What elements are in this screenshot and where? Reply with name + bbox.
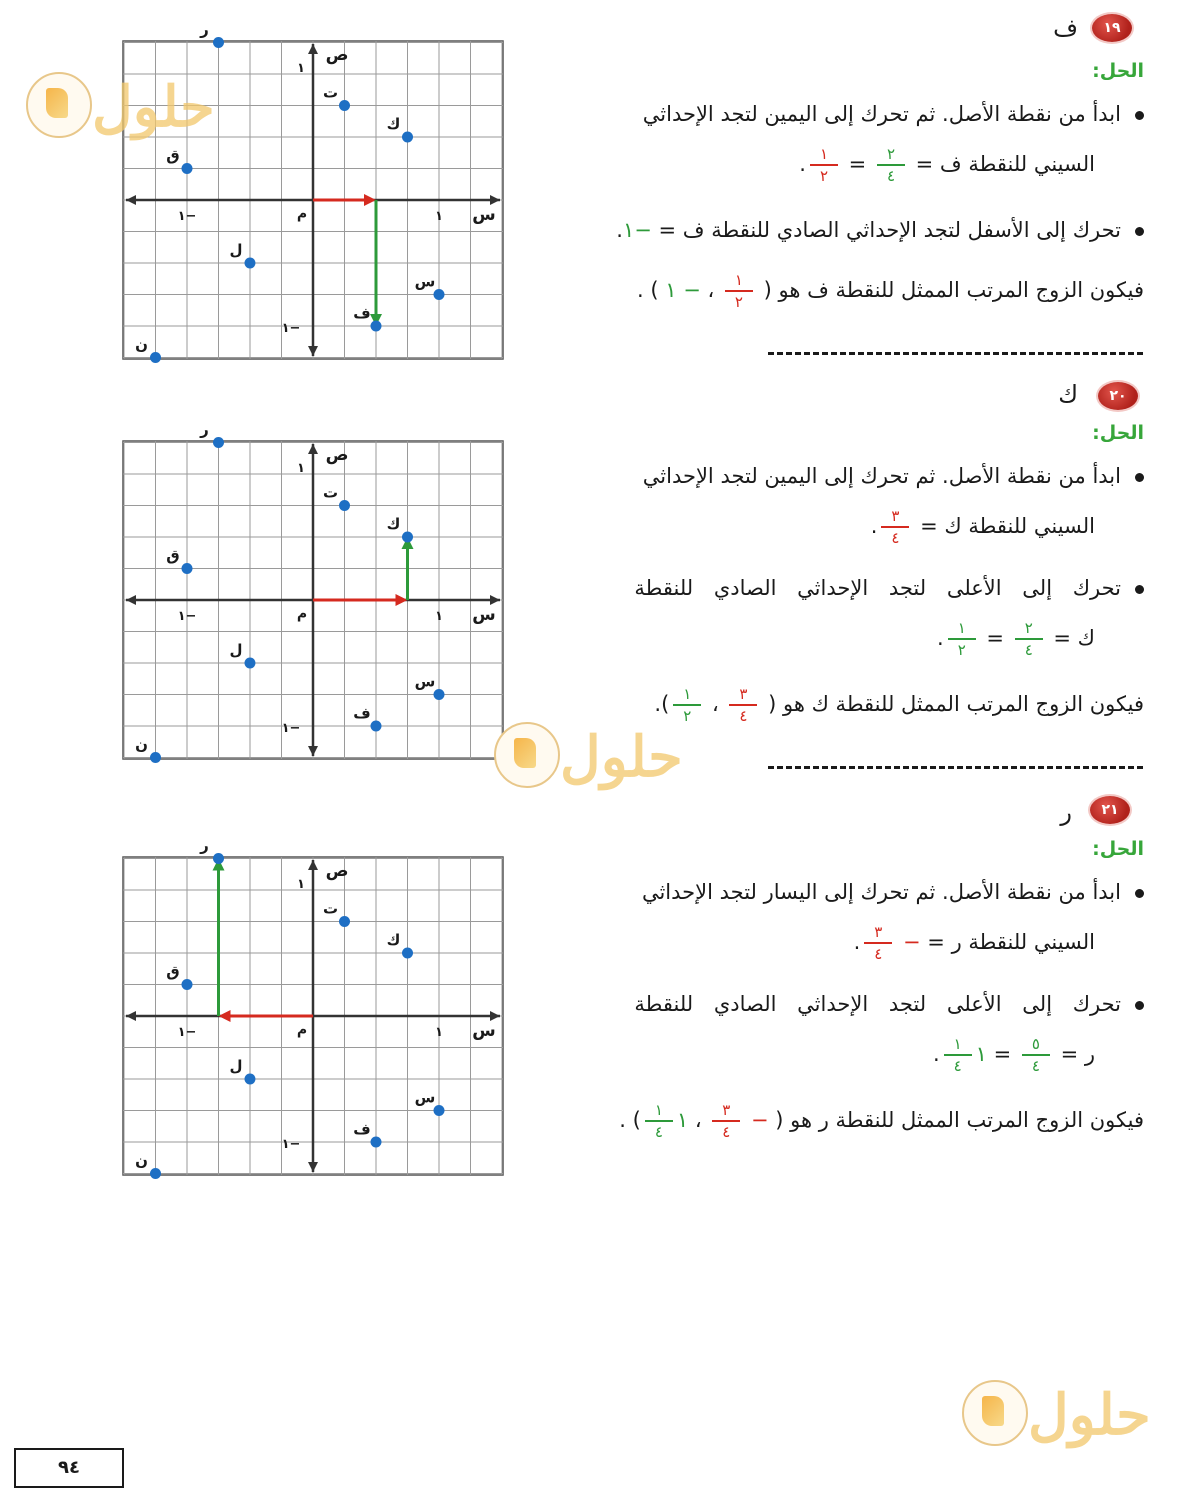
y-axis-label: ص	[325, 445, 349, 465]
fraction: $\frac{١}{٢}$	[673, 686, 701, 724]
plotted-point	[213, 37, 224, 48]
problem-number-badge	[1090, 796, 1130, 824]
fraction: $\frac{٥}{٤}$	[1022, 1036, 1050, 1074]
problem-number-badge	[1098, 382, 1138, 410]
point-label: ك	[386, 115, 401, 133]
solution-line: ر = $\frac{٥}{٤}$ = ١ $\frac{١}{٤}$ .	[932, 1035, 1095, 1075]
fraction: $\frac{٣}{٤}$	[864, 924, 892, 962]
point-label: ن	[135, 335, 148, 354]
bullet-icon	[1135, 1001, 1144, 1010]
plotted-point	[339, 500, 350, 511]
tick-label: ١	[435, 1025, 443, 1040]
plotted-point	[182, 979, 193, 990]
plotted-point	[371, 321, 382, 332]
separator	[768, 352, 1143, 355]
origin-label: م	[296, 1022, 308, 1038]
tick-label: ١	[297, 461, 305, 476]
tick-label: ١	[297, 61, 305, 76]
point-label: ف	[353, 704, 371, 722]
y-axis-label: ص	[325, 45, 349, 65]
solution-line: ابدأ من نقطة الأصل. ثم تحرك إلى اليسار لتجد الإحداثي	[642, 880, 1144, 904]
problem-point: ر	[1060, 798, 1072, 826]
point-label: ت	[322, 83, 339, 102]
plotted-point	[150, 752, 161, 763]
fraction: $\frac{١}{٤}$	[944, 1036, 972, 1074]
solution-line: ابدأ من نقطة الأصل. ثم تحرك إلى اليمين لتجد الإحداثي	[643, 102, 1144, 126]
plotted-point	[150, 352, 161, 363]
plotted-point	[371, 1137, 382, 1148]
problem-number: ٢٠	[1109, 388, 1127, 404]
plotted-point	[182, 163, 193, 174]
fraction: $\frac{١}{٤}$	[645, 1102, 673, 1140]
point-label: ل	[229, 241, 243, 259]
plotted-point	[339, 100, 350, 111]
point-label: ن	[135, 735, 148, 754]
point-label: ر	[200, 420, 209, 439]
plotted-point	[182, 563, 193, 574]
plotted-point	[371, 721, 382, 732]
fraction: $\frac{١}{٢}$	[810, 146, 838, 184]
fraction: $\frac{١}{٢}$	[725, 272, 753, 310]
bullet-icon	[1135, 585, 1144, 594]
point-label: ت	[322, 899, 339, 918]
fraction: $\frac{٣}{٤}$	[729, 686, 757, 724]
plotted-point	[402, 132, 413, 143]
point-label: ف	[353, 304, 371, 322]
fraction: $\frac{٣}{٤}$	[712, 1102, 740, 1140]
problem-point: ف	[1053, 14, 1078, 42]
bullet-icon	[1135, 227, 1144, 236]
point-label: ق	[166, 962, 180, 981]
separator	[768, 766, 1143, 769]
point-label: ت	[322, 483, 339, 502]
logo-icon	[26, 72, 92, 138]
coordinate-grid	[122, 20, 504, 360]
solution-line: السيني للنقطة ك = $\frac{٣}{٤}$ .	[870, 507, 1095, 547]
solution-line: السيني للنقطة ف = $\frac{٢}{٤}$ = $\frac{١}{٢}$ .	[799, 145, 1095, 185]
bullet-icon	[1135, 889, 1144, 898]
bullet-icon	[1135, 473, 1144, 482]
fraction: $\frac{٣}{٤}$	[881, 508, 909, 546]
point-label: س	[414, 672, 436, 691]
plotted-point	[339, 916, 350, 927]
tick-label: ١	[435, 609, 443, 624]
tick-label: ١−	[281, 721, 301, 736]
tick-label: ١−	[177, 1025, 197, 1040]
solution-header: الحل:	[1092, 422, 1144, 444]
plotted-point	[434, 1105, 445, 1116]
plotted-point	[245, 258, 256, 269]
origin-label: م	[296, 606, 308, 622]
fraction: $\frac{٢}{٤}$	[877, 146, 905, 184]
page-number: ٩٤	[14, 1448, 124, 1488]
solution-line: تحرك إلى الأسفل لتجد الإحداثي الصادي للنقطة ف = −١.	[616, 218, 1144, 242]
tick-label: ١−	[177, 209, 197, 224]
solution-line: فيكون الزوج المرتب الممثل للنقطة ر هو ( − $\frac{٣}{٤}$ ، ١ $\frac{١}{٤}$ ) .	[619, 1101, 1144, 1141]
plotted-point	[150, 1168, 161, 1179]
point-label: س	[414, 1088, 436, 1107]
problem-point: ك	[1058, 380, 1078, 408]
y-axis-label: ص	[325, 861, 349, 881]
tick-label: ١	[297, 877, 305, 892]
coordinate-grid	[122, 836, 504, 1176]
plotted-point	[434, 689, 445, 700]
plotted-point	[213, 853, 224, 864]
point-label: ق	[166, 546, 180, 565]
tick-label: ١	[435, 209, 443, 224]
plotted-point	[245, 658, 256, 669]
solution-line: فيكون الزوج المرتب الممثل للنقطة ك هو ( $\frac{٣}{٤}$ ، $\frac{١}{٢}$ ).	[654, 685, 1144, 725]
solution-header: الحل:	[1092, 60, 1144, 82]
fraction: $\frac{٢}{٤}$	[1015, 620, 1043, 658]
tick-label: ١−	[281, 1137, 301, 1152]
x-axis-label: س	[472, 205, 496, 225]
point-label: ن	[135, 1151, 148, 1170]
solution-line: تحرك إلى الأعلى لتجد الإحداثي الصادي للنقطة	[634, 576, 1144, 600]
point-label: ل	[229, 641, 243, 659]
problem-number: ١٩	[1103, 20, 1121, 36]
plotted-point	[434, 289, 445, 300]
solution-line: ابدأ من نقطة الأصل. ثم تحرك إلى اليمين لتجد الإحداثي	[643, 464, 1144, 488]
point-label: س	[414, 272, 436, 291]
logo-icon	[962, 1380, 1028, 1446]
solution-header: الحل:	[1092, 838, 1144, 860]
fraction: $\frac{١}{٢}$	[948, 620, 976, 658]
origin-label: م	[296, 206, 308, 222]
solution-line: السيني للنقطة ر = − $\frac{٣}{٤}$ .	[853, 923, 1095, 963]
bullet-icon	[1135, 111, 1144, 120]
point-label: ق	[166, 146, 180, 165]
point-label: ك	[386, 931, 401, 949]
problem-number-badge	[1092, 14, 1132, 42]
tick-label: ١−	[177, 609, 197, 624]
plotted-point	[402, 948, 413, 959]
plotted-point	[402, 532, 413, 543]
point-label: ر	[200, 836, 209, 855]
point-label: ك	[386, 515, 401, 533]
solution-line: ك = $\frac{٢}{٤}$ = $\frac{١}{٢}$ .	[937, 619, 1095, 659]
problem-number: ٢١	[1101, 802, 1119, 818]
plotted-point	[245, 1074, 256, 1085]
solution-line: تحرك إلى الأعلى لتجد الإحداثي الصادي للنقطة	[634, 992, 1144, 1016]
point-label: ر	[200, 20, 209, 39]
x-axis-label: س	[472, 1021, 496, 1041]
point-label: ل	[229, 1057, 243, 1075]
solution-line: فيكون الزوج المرتب الممثل للنقطة ف هو ( $\frac{١}{٢}$ ، − ١ ) .	[637, 271, 1144, 311]
plotted-point	[213, 437, 224, 448]
tick-label: ١−	[281, 321, 301, 336]
coordinate-grid	[122, 420, 504, 760]
x-axis-label: س	[472, 605, 496, 625]
point-label: ف	[353, 1120, 371, 1138]
